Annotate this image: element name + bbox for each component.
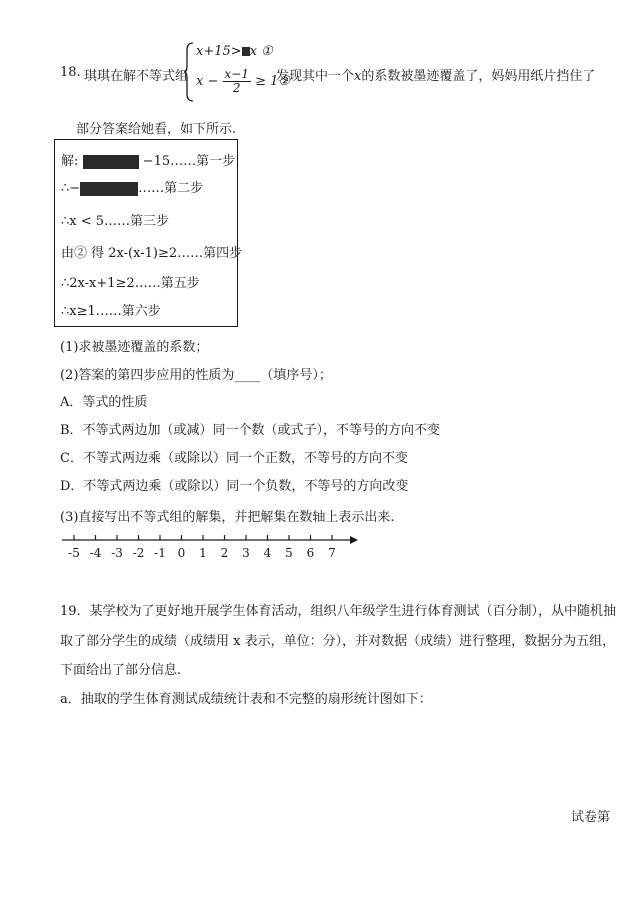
q18-intro-line2: 部分答案给她看，如下所示. — [76, 122, 237, 137]
q18-option-d: D．不等式两边乘（或除以）同一个负数，不等号的方向改变 — [60, 479, 409, 494]
numline-tick-label: 3 — [242, 546, 250, 560]
q18-option-a: A．等式的性质 — [60, 395, 148, 410]
numline-tick-label: 0 — [177, 546, 186, 560]
numline-tick-label: 2 — [220, 546, 229, 560]
sys-eq2-fraction: $\frac{x-1}{2}$ — [224, 67, 249, 95]
q18-sub2: (2)答案的第四步应用的性质为____（填序号）； — [60, 368, 332, 383]
q18-intro-a: 琪琪在解不等式组 — [84, 69, 189, 84]
box-line5: ∴2x-x+1≥2……第五步 — [61, 276, 200, 291]
numline-tick-label: 1 — [199, 546, 207, 560]
q19-line3: 下面给出了部分信息. — [60, 663, 182, 678]
numline-tick-label: 5 — [285, 546, 293, 560]
numline-tick-label: 7 — [328, 546, 336, 560]
q18-sub1: (1)求被墨迹覆盖的系数； — [60, 340, 209, 355]
ink-blot-icon — [83, 155, 139, 169]
answer-box — [54, 139, 243, 327]
numline-tick-label: -1 — [154, 546, 166, 560]
box-line2: ∴− ……第二步 — [61, 181, 204, 196]
arrow-right-icon — [350, 536, 358, 544]
numline-tick-label: 6 — [306, 546, 315, 560]
box-line3: ∴x < 5……第三步 — [61, 214, 170, 229]
sys-eq1: x+15> x ① — [196, 44, 273, 59]
box-line1: 解: −15……第一步 — [61, 154, 236, 169]
numline-tick-label: -4 — [89, 546, 102, 560]
q18-intro-b: 发现其中一个x的系数被墨迹覆盖了，妈妈用纸片挡住了 — [276, 69, 596, 84]
ink-blot-icon — [80, 182, 138, 196]
number-line — [60, 532, 360, 568]
system-brace-icon — [184, 42, 194, 102]
q19-line2: 取了部分学生的成绩（成绩用 x 表示，单位：分），并对数据（成绩）进行整理，数据分为五组， — [60, 634, 616, 649]
numline-tick-label: 4 — [263, 546, 272, 560]
ink-blot-icon — [242, 47, 250, 56]
q18-sub3: (3)直接写出不等式组的解集，并把解集在数轴上表示出来. — [60, 510, 395, 525]
q19-line1: 19．某学校为了更好地开展学生体育活动，组织八年级学生进行体育测试（百分制），从中随机抽 — [60, 604, 617, 619]
box-line4: 由② 得 2x-(x-1)≥2……第四步 — [61, 246, 243, 261]
q18-option-b: B．不等式两边加（或减）同一个数（或式子），不等号的方向不变 — [60, 423, 441, 438]
q18-number: 18. — [60, 65, 81, 80]
q18-option-c: C．不等式两边乘（或除以）同一个正数，不等号的方向不变 — [60, 451, 408, 466]
page-footer: 试卷第 — [570, 810, 610, 825]
numline-tick-label: -5 — [68, 546, 80, 560]
box-line6: ∴x≥1……第六步 — [61, 304, 161, 319]
sys-eq2: x − $\frac{x-1}{2}$ ≥ 1② — [196, 67, 291, 95]
q19-line4: a．抽取的学生体育测试成绩统计表和不完整的扇形统计图如下： — [60, 692, 432, 707]
numline-tick-label: -2 — [132, 546, 145, 560]
numline-tick-label: -3 — [111, 546, 123, 560]
